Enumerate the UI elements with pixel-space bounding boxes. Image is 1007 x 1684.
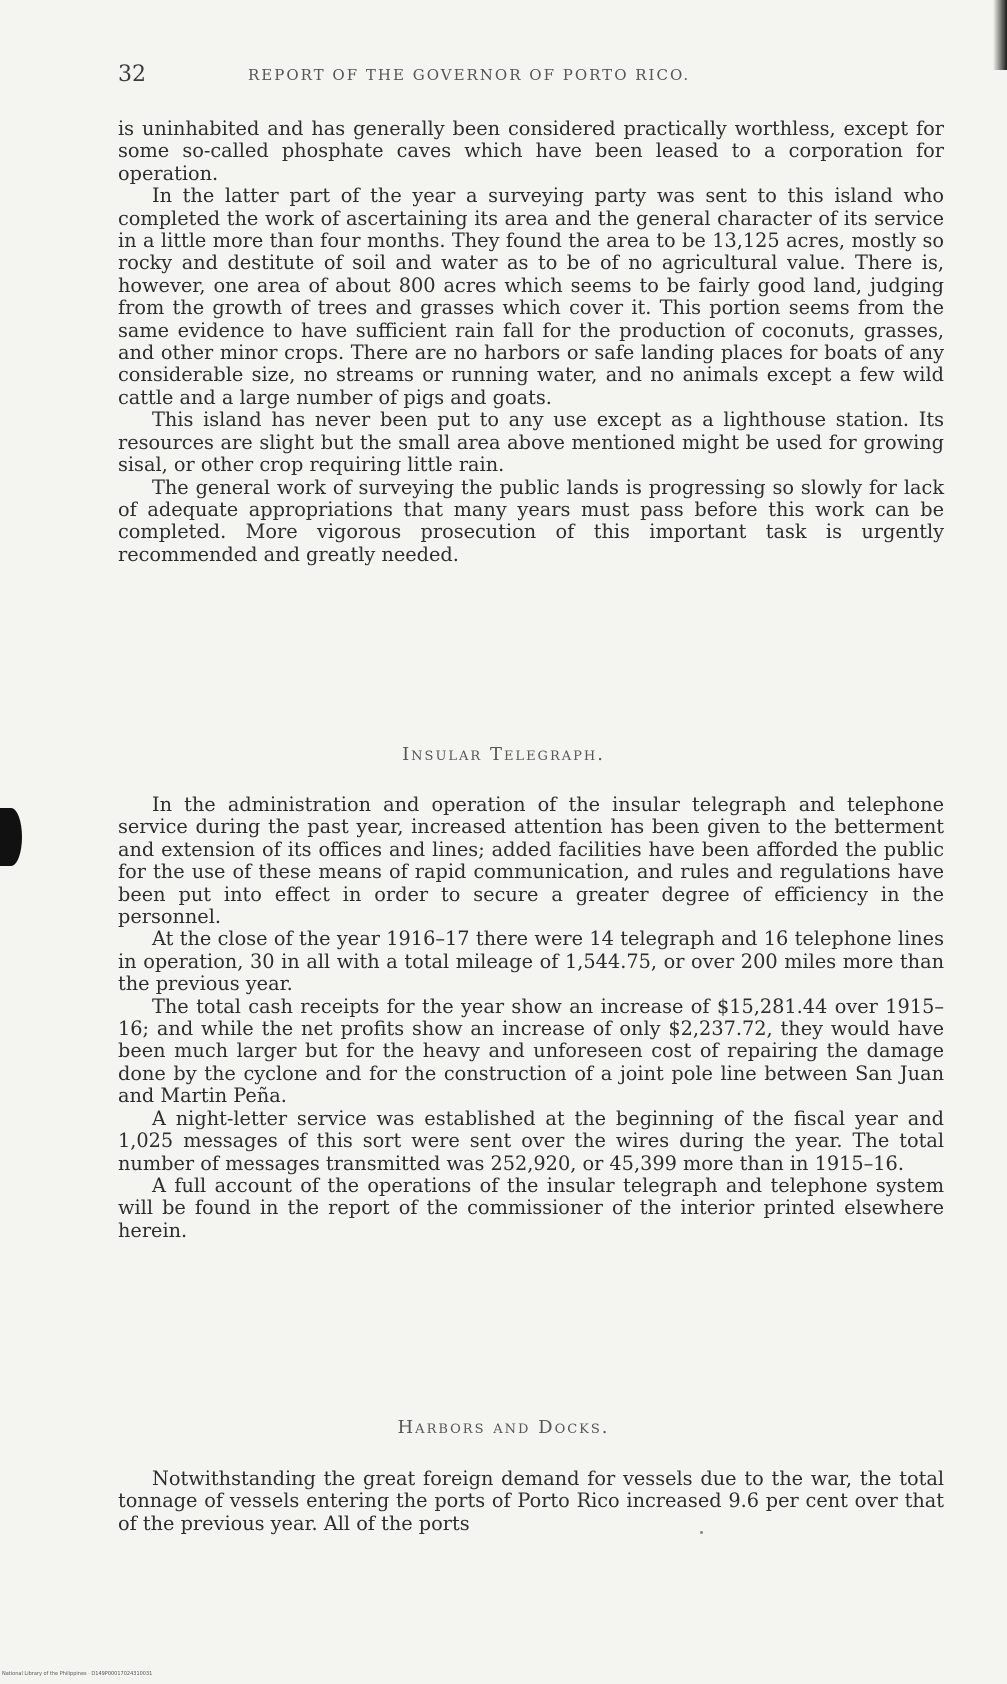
paragraph-2: In the latter part of the year a surveying party was sent to this island who completed the work of ascertaining its area and the general character of its service in a little more than four months. They found the area to be 13,125 acres, mostly so rocky and destitute of soil and water as to be of no agricultural value. There is, however, one area of about 800 acres which seems to be fairly good land, judging from the growth of trees and grasses which cover it. This portion seems from the same evidence to have sufficient rain fall for the production of coconuts, grasses, and other minor crops. There are no harbors or safe landing places for boats of any considerable size, no streams or running water, and no animals except a few wild cattle and a large number of pigs and goats.	[118, 184, 944, 409]
heading-harbors-and-docks: Harbors and Docks.	[397, 1417, 610, 1438]
paragraph-10: Notwithstanding the great foreign demand for vessels due to the war, the total tonnage of vessels entering the ports of Porto Rico increased 9.6 per cent over that of the previous year. All of the ports	[118, 1467, 944, 1535]
paragraph-1: is uninhabited and has generally been considered practically worthless, except for some so-called phosphate caves which have been leased to a corporation for operation.	[118, 117, 944, 185]
paragraph-3: This island has never been put to any use except as a lighthouse station. Its resources are slight but the small area above mentioned might be used for growing sisal, or other crop requiring little rain.	[118, 408, 944, 477]
stray-mark	[700, 1531, 703, 1534]
page-edge-shadow	[993, 0, 1007, 70]
paragraph-8: A night-letter service was established at the beginning of the fiscal year and 1,025 messages of this sort were sent over the wires during the year. The total number of messages transmitted was 252,920, or 45,399 more than in 1915–16.	[118, 1106, 944, 1175]
paragraph-7: The total cash receipts for the year show an increase of $15,281.44 over 1915–16; and while the net profits show an increase of only $2,237.72, they would have been much larger but for the heavy and unforeseen cost of repairing the damage done by the cyclone and for the construction of a joint pole line between San Juan and Martin Peña.	[118, 994, 944, 1108]
scan-footer-note: National Library of the Philippines · D149P00017024310031	[2, 1671, 153, 1677]
paragraph-4: The general work of surveying the public lands is progressing so slowly for lack of adequate appropriations that many years must pass before this work can be completed. More vigorous prosecution of this important task is urgently recommended and greatly needed.	[118, 475, 944, 566]
scan-thumb-mark	[0, 808, 22, 866]
section-telegraph-body	[118, 794, 944, 1242]
paragraph-6: At the close of the year 1916–17 there were 14 telegraph and 16 telephone lines in operation, 30 in all with a total mileage of 1,544.75, or over 200 miles more than the previous year.	[118, 927, 944, 996]
section-top-body	[118, 118, 944, 566]
page-header	[118, 62, 938, 92]
paragraph-9: A full account of the operations of the insular telegraph and telephone system will be found in the report of the commissioner of the interior printed elsewhere herein.	[118, 1173, 944, 1242]
section-harbors-body	[118, 1468, 944, 1535]
heading-insular-telegraph: Insular Telegraph.	[402, 744, 605, 765]
running-title: REPORT OF THE GOVERNOR OF PORTO RICO.	[248, 66, 691, 84]
page-number: 32	[118, 62, 146, 87]
paragraph-5: In the administration and operation of the insular telegraph and telephone service during the past year, increased attention has been given to the betterment and extension of its offices and lines; added facilities have been afforded the public for the use of these means of rapid communication, and rules and regulations have been put into effect in order to secure a greater degree of efficiency in the personnel.	[118, 793, 944, 929]
